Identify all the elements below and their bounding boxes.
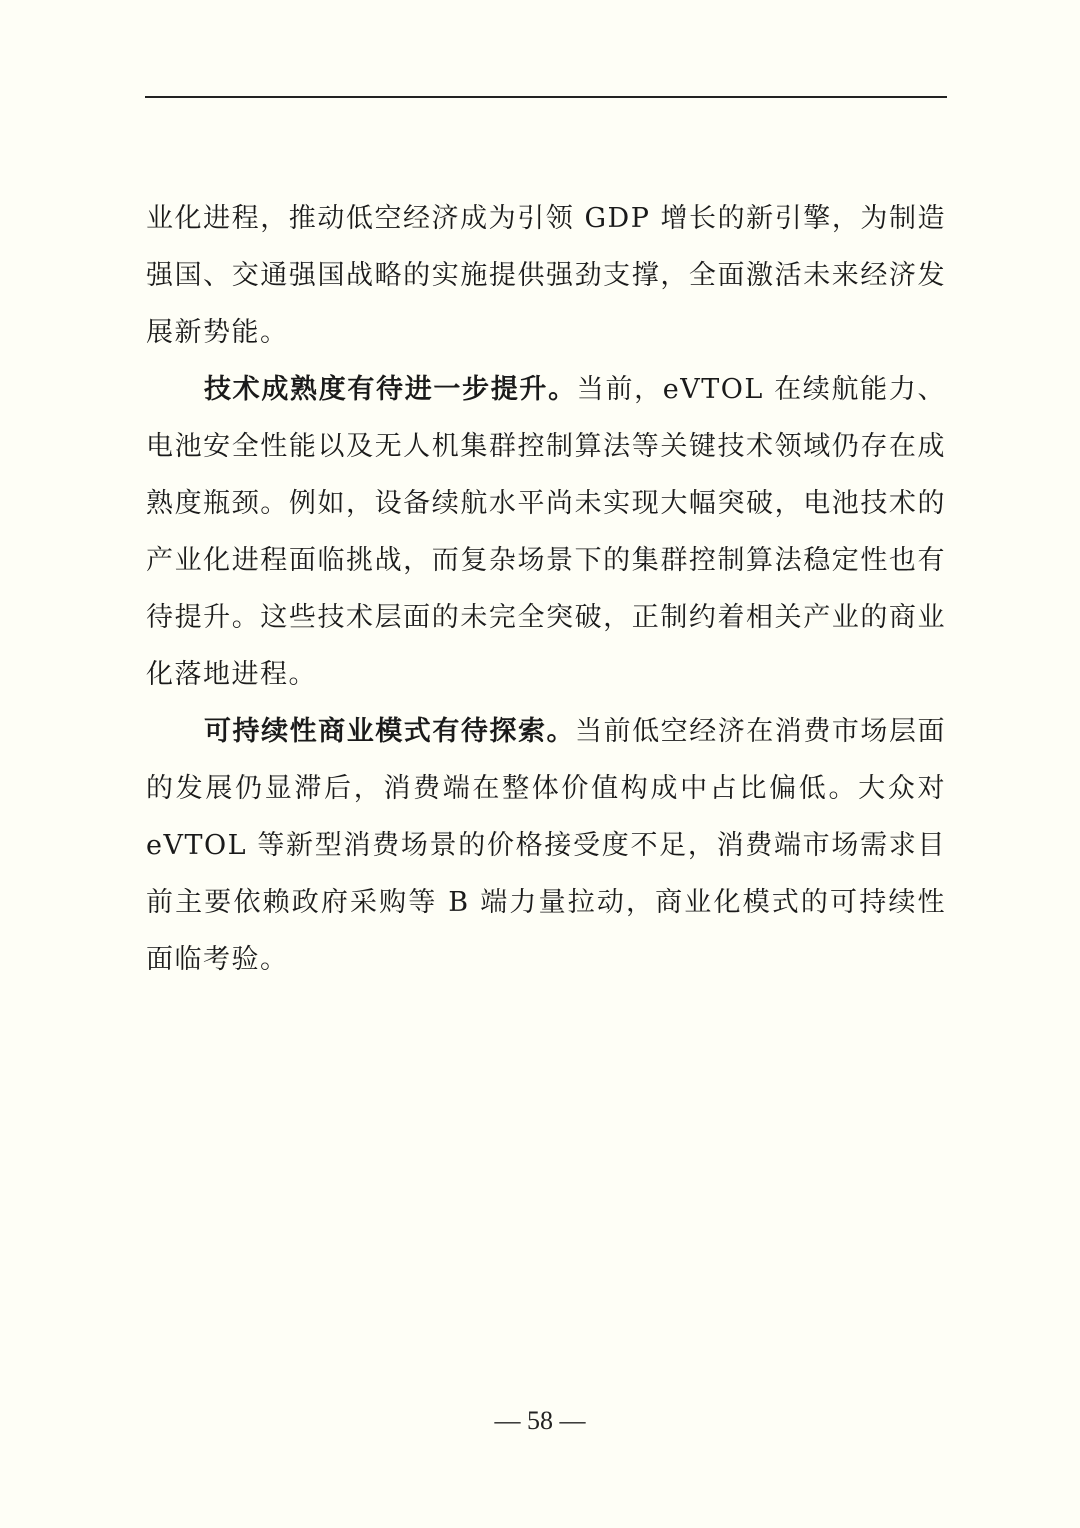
paragraph-technology-maturity <box>146 361 946 703</box>
paragraph-text: 当前低空经济在消费市场层面的发展仍显滞后，消费端在整体价值构成中占比偏低。大众对 eVTOL 等新型消费场景的价格接受度不足，消费端市场需求目前主要依赖政府采购等 B 端力量拉动，商业化模式的可持续性面临考验。 <box>146 716 947 975</box>
paragraph-heading: 技术成熟度有待进一步提升。 <box>204 374 577 405</box>
page-number: — 58 — <box>494 1406 586 1435</box>
paragraph-text: 业化进程，推动低空经济成为引领 GDP 增长的新引擎，为制造强国、交通强国战略的实施提供强劲支撑，全面激活未来经济发展新势能。 <box>146 203 946 348</box>
paragraph-business-model <box>146 703 946 988</box>
header-rule <box>145 96 947 98</box>
paragraph-continuation <box>146 190 946 361</box>
paragraph-heading: 可持续性商业模式有待探索。 <box>204 716 576 747</box>
document-body <box>146 190 946 988</box>
paragraph-text: 当前，eVTOL 在续航能力、电池安全性能以及无人机集群控制算法等关键技术领域仍存在成熟度瓶颈。例如，设备续航水平尚未实现大幅突破，电池技术的产业化进程面临挑战，而复杂场景下的集群控制算法稳定性也有待提升。这些技术层面的未完全突破，正制约着相关产业的商业化落地进程。 <box>146 374 946 690</box>
